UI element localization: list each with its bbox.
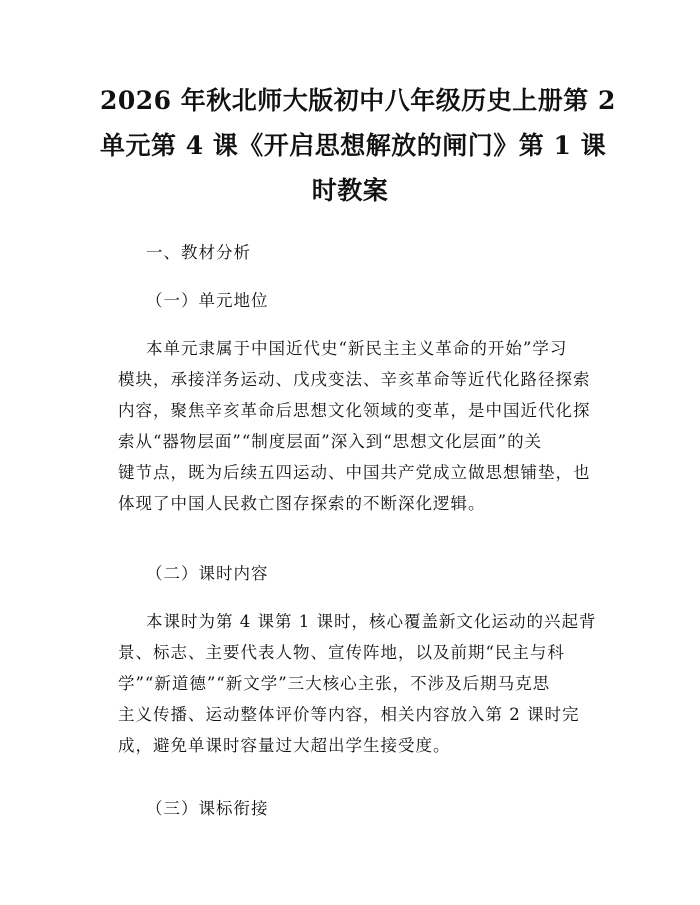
paragraph-line: 键节点，既为后续五四运动、中国共产党成立做思想铺垫，也: [118, 463, 591, 482]
document-title: [100, 78, 616, 213]
paragraph-line: 成，避免单课时容量过大超出学生接受度。: [118, 736, 451, 755]
paragraph-line: 体现了中国人民救亡图存探索的不断深化逻辑。: [118, 494, 486, 513]
section-heading-textbook-analysis: 一、教材分析: [146, 243, 251, 262]
paragraph-line: 本单元隶属于中国近代史“新民主主义革命的开始”学习: [146, 339, 568, 358]
paragraph-line: 主义传播、运动整体评价等内容，相关内容放入第 2 课时完: [118, 705, 580, 724]
paragraph-line: 本课时为第 4 课第 1 课时，核心覆盖新文化运动的兴起背: [146, 612, 597, 631]
title-line: 单元第 4 课《开启思想解放的闸门》第 1 课: [100, 131, 607, 160]
title-line: 2026 年秋北师大版初中八年级历史上册第 2: [100, 86, 616, 115]
paragraph-line: 内容，聚焦辛亥革命后思想文化领域的变革，是中国近代化探: [118, 401, 591, 420]
paragraph-unit-position: [118, 333, 608, 519]
paragraph-line: 索从“器物层面”“制度层面”深入到“思想文化层面”的关: [118, 432, 543, 451]
paragraph-line: 景、标志、主要代表人物、宣传阵地，以及前期“民主与科: [118, 643, 565, 662]
subsection-heading-curriculum-link: （三）课标衔接: [146, 799, 269, 818]
paragraph-line: 模块，承接洋务运动、戊戌变法、辛亥革命等近代化路径探索: [118, 370, 591, 389]
paragraph-lesson-content: [118, 606, 608, 761]
title-line: 时教案: [311, 176, 389, 205]
paragraph-line: 学”“新道德”“新文学”三大核心主张，不涉及后期马克思: [118, 674, 551, 693]
subsection-heading-lesson-content: （二）课时内容: [146, 564, 269, 583]
subsection-heading-unit-position: （一）单元地位: [146, 291, 269, 310]
